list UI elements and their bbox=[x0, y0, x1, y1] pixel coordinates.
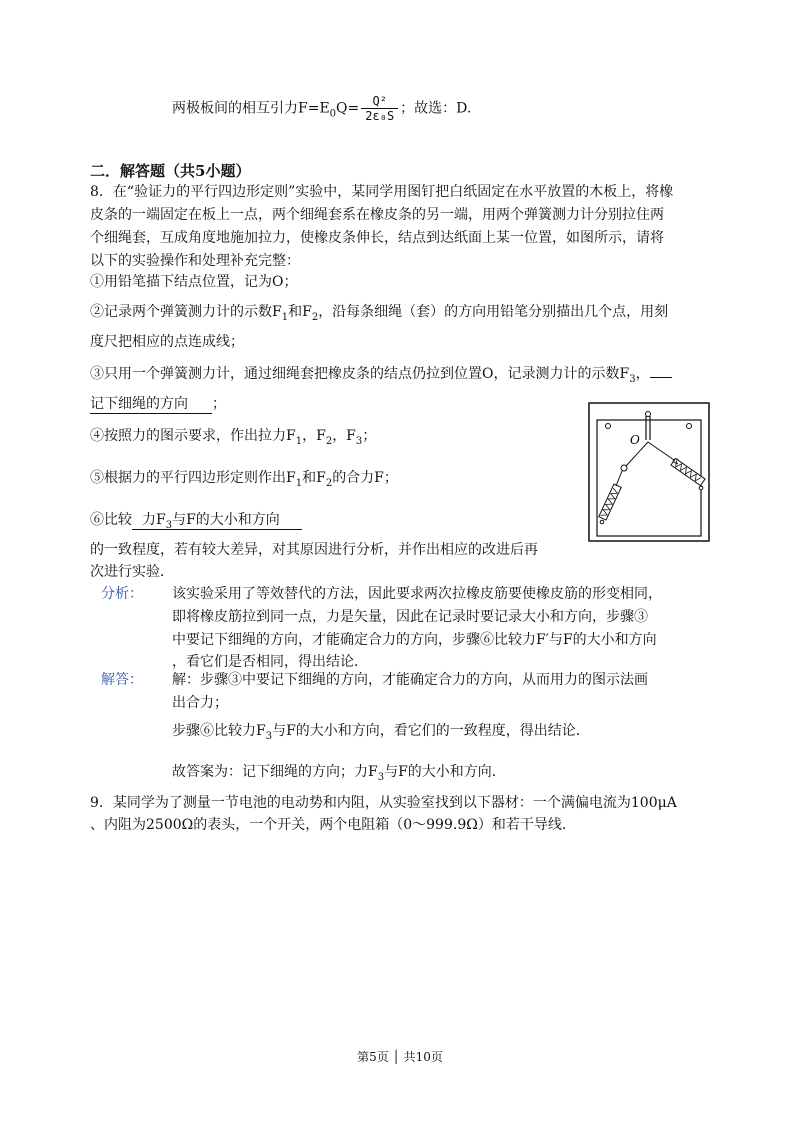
q9-line1: 9．某同学为了测量一节电池的电动势和内阻，从实验室找到以下器材：一个满偏电流为100μA bbox=[90, 795, 677, 811]
step4-prefix: ④按照力的图示要求，作出拉力F bbox=[90, 428, 296, 444]
q8-cont1: 的一致程度，若有较大差异，对其原因进行分析，并作出相应的改进后再 bbox=[90, 542, 538, 558]
q9-line2: 、内阻为2500Ω的表头，一个开关，两个电阻箱（0～999.9Ω）和若干导线． bbox=[90, 817, 576, 833]
q8-cont2: 次进行实验． bbox=[90, 564, 174, 580]
analysis-label: 分析： bbox=[101, 586, 143, 602]
q8-line3: 个细绳套，互成角度地施加拉力，使橡皮条伸长，结点到达纸面上某一位置，如图所示，请将 bbox=[90, 230, 664, 246]
sub-2: 2 bbox=[325, 435, 333, 447]
ring-icon bbox=[600, 520, 604, 524]
formula-line bbox=[172, 94, 471, 124]
sub-2: 2 bbox=[311, 311, 319, 323]
experiment-figure bbox=[588, 402, 710, 542]
q8-step6 bbox=[90, 510, 302, 536]
analysis-line: 该实验采用了等效替代的方法，因此要求两次拉橡皮筋要使橡皮筋的形变相同， bbox=[172, 586, 662, 602]
sub-3: 3 bbox=[377, 771, 385, 783]
analysis-line: 中要记下细绳的方向，才能确定合力的方向，步骤⑥比较力F′与F的大小和方向 bbox=[172, 632, 657, 648]
step3b-suffix: ； bbox=[212, 396, 226, 412]
step6-answer bbox=[132, 512, 302, 530]
sub-3: 3 bbox=[629, 373, 636, 385]
answer-line2: 出合力； bbox=[172, 695, 228, 711]
q8-line2: 皮条的一端固定在板上一点，两个细绳套系在橡皮条的另一端，用两个弹簧测力计分别拉住两 bbox=[90, 207, 664, 223]
step3-prefix: ③只用一个弹簧测力计，通过细绳套把橡皮条的结点仍拉到位置O，记录测力计的示数F bbox=[90, 366, 630, 382]
answer3-prefix: 步骤⑥比较力F bbox=[172, 723, 266, 739]
step5-prefix: ⑤根据力的平行四边形定则作出F bbox=[90, 470, 296, 486]
q8-step2a bbox=[90, 302, 668, 328]
formula-suffix: ；故选：D. bbox=[400, 100, 472, 117]
pin-icon bbox=[687, 424, 692, 429]
sub-2: 2 bbox=[325, 477, 333, 489]
formula-sub: 0 bbox=[329, 108, 337, 120]
step4-mid1: ，F bbox=[302, 428, 326, 444]
q8-step2b: 度尺把相应的点连成线； bbox=[90, 334, 244, 350]
answer-line3 bbox=[172, 721, 590, 747]
q8-step1: ①用铅笔描下结点位置，记为O； bbox=[90, 274, 298, 290]
step6-prefix: ⑥比较 bbox=[90, 512, 132, 528]
formula-mid: Q= bbox=[336, 100, 360, 117]
point-o-label: O bbox=[630, 433, 640, 447]
step5-mid: 和F bbox=[302, 470, 326, 486]
page-footer: 第5页 │ 共10页 bbox=[357, 1050, 443, 1064]
step2-and: 和F bbox=[288, 304, 312, 320]
fixed-point-icon bbox=[646, 412, 651, 417]
formula-prefix: 两极板间的相互引力F=E bbox=[172, 100, 330, 117]
step2-suffix: ，沿每条细绳（套）的方向用铅笔分别描出几个点，用刻 bbox=[318, 304, 669, 320]
paper-inner bbox=[597, 420, 701, 536]
answer-label: 解答： bbox=[101, 672, 143, 688]
answer-line1: 解：步骤③中要记下细绳的方向，才能确定合力的方向，从而用力的图示法画 bbox=[172, 672, 648, 688]
analysis-line: ，看它们是否相同，得出结论． bbox=[172, 654, 368, 670]
step4-suffix: ； bbox=[362, 428, 377, 444]
step6-answer-a: 力F bbox=[142, 512, 166, 528]
step4-mid2: ，F bbox=[332, 428, 356, 444]
q8-line4: 以下的实验操作和处理补充完整： bbox=[90, 253, 300, 269]
formula-fraction bbox=[361, 94, 398, 123]
fraction-numerator: Q² bbox=[361, 94, 398, 109]
string-loop-icon bbox=[621, 465, 627, 471]
answer4-suffix: 与F的大小和方向． bbox=[384, 764, 506, 780]
answer4-prefix: 故答案为：记下细绳的方向；力F bbox=[172, 764, 378, 780]
fraction-denominator: 2ε₀S bbox=[365, 109, 395, 123]
sub-1: 1 bbox=[295, 435, 303, 447]
sub-3: 3 bbox=[355, 435, 363, 447]
sub-3: 3 bbox=[265, 730, 273, 742]
step3-answer: 记下细绳的方向 bbox=[90, 396, 212, 414]
q8-step5 bbox=[90, 468, 398, 494]
sub-3: 3 bbox=[165, 519, 173, 531]
q8-step4 bbox=[90, 426, 376, 452]
step5-suffix: 的合力F； bbox=[332, 470, 398, 486]
q8-step3b bbox=[90, 394, 226, 414]
step6-answer-b: 与F的大小和方向 bbox=[172, 512, 280, 528]
answer-line4 bbox=[172, 762, 506, 788]
step3-suffix: ， bbox=[635, 366, 650, 382]
section-heading: 二．解答题（共5小题） bbox=[90, 162, 251, 180]
sub-1: 1 bbox=[295, 477, 303, 489]
answer3-suffix: 与F的大小和方向，看它们的一致程度，得出结论． bbox=[272, 723, 590, 739]
analysis-line: 即将橡皮筋拉到同一点，力是矢量，因此在记录时要记录大小和方向，步骤③ bbox=[172, 609, 648, 625]
q8-step3a bbox=[90, 364, 672, 390]
ring-icon bbox=[699, 486, 703, 490]
blank-underline bbox=[650, 376, 672, 378]
sub-1: 1 bbox=[281, 311, 289, 323]
step2-prefix: ②记录两个弹簧测力计的示数F bbox=[90, 304, 282, 320]
q8-line1: 8．在“验证力的平行四边形定则”实验中，某同学用图钉把白纸固定在水平放置的木板上，将橡 bbox=[90, 184, 674, 200]
pin-icon bbox=[606, 424, 611, 429]
